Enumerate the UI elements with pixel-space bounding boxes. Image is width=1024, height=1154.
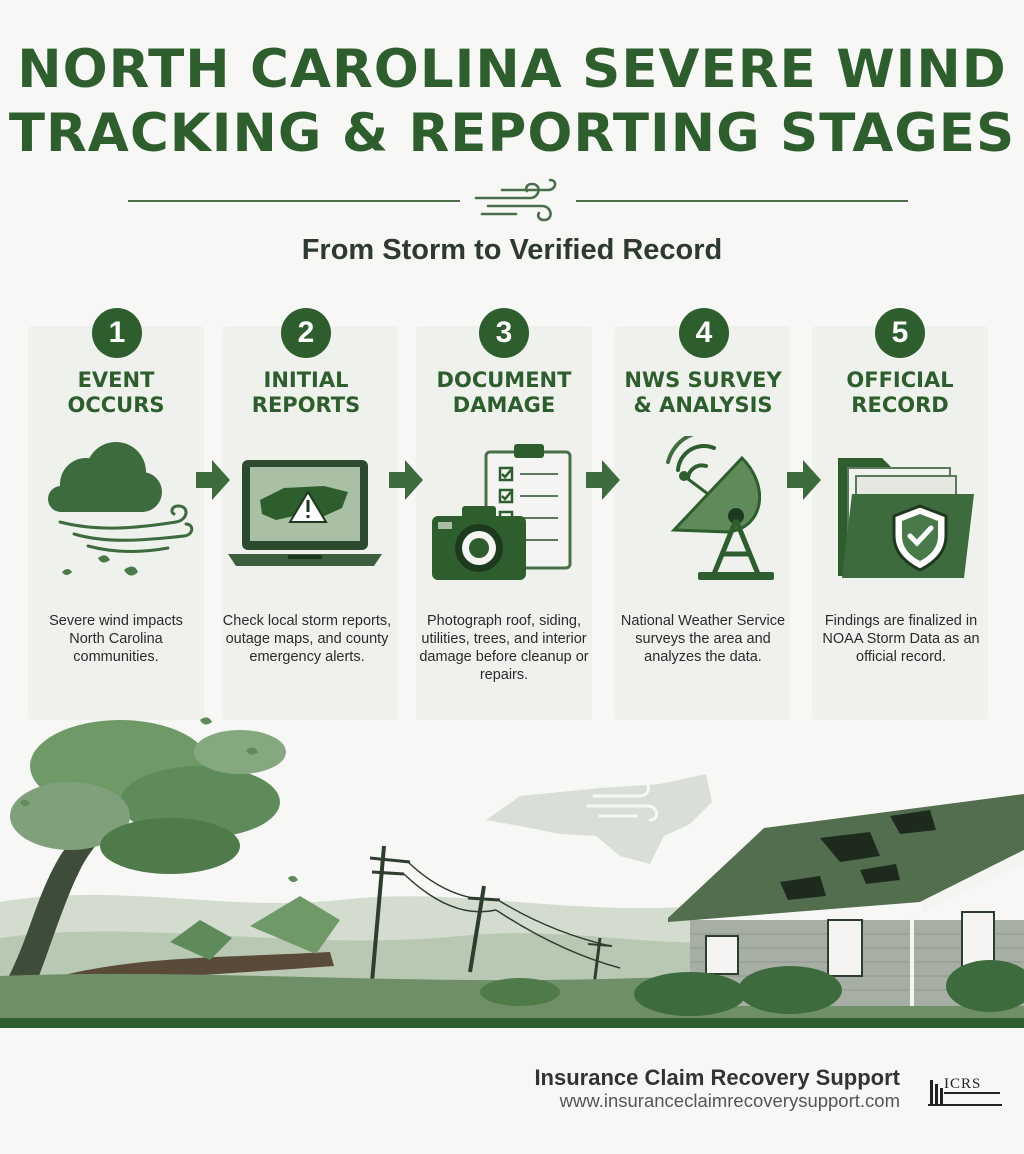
stage-3-title: DOCUMENT DAMAGE — [436, 368, 572, 417]
folder-shield-icon — [832, 436, 982, 586]
nc-map-silhouette — [486, 774, 712, 864]
stage-3-number: 3 — [479, 308, 529, 358]
brand-url: www.insuranceclaimrecoverysupport.com — [559, 1090, 900, 1111]
laptop-nc-alert-icon — [224, 436, 394, 586]
title-divider-right — [576, 200, 908, 202]
stage-1-description: Severe wind impacts North Carolina communities. — [49, 613, 183, 665]
logo-text: ICRS — [944, 1076, 982, 1092]
wind-gust-icon — [472, 176, 564, 226]
title-line-1: NORTH CAROLINA SEVERE WIND — [17, 39, 1007, 100]
satellite-dish-icon — [644, 436, 784, 586]
stage-4-description: National Weather Service surveys the area and analyzes the data. — [620, 613, 786, 665]
storm-cloud-wind-icon — [38, 436, 198, 586]
stage-5-title: OFFICIAL RECORD — [846, 368, 954, 417]
stage-4-title: NWS SURVEY & ANALYSIS — [624, 368, 782, 417]
stage-5-number: 5 — [875, 308, 925, 358]
stage-arrow-2-3 — [387, 458, 425, 502]
stage-arrow-3-4 — [584, 458, 622, 502]
stage-4-number: 4 — [679, 308, 729, 358]
stage-2-number: 2 — [281, 308, 331, 358]
stage-2-description: Check local storm reports, outage maps, and county emergency alerts. — [222, 613, 392, 665]
stage-5-description: Findings are finalized in NOAA Storm Data as an official record. — [822, 613, 980, 665]
stage-1-number: 1 — [92, 308, 142, 358]
page-title — [0, 38, 1024, 166]
stage-2-title: INITIAL REPORTS — [251, 368, 361, 417]
storm-damage-scene — [0, 706, 1024, 1028]
stage-1-title: EVENT OCCURS — [67, 368, 165, 417]
stage-arrow-1-2 — [194, 458, 232, 502]
page-subtitle: From Storm to Verified Record — [301, 234, 723, 266]
title-line-2: TRACKING & REPORTING STAGES — [8, 103, 1016, 164]
stage-arrow-4-5 — [785, 458, 823, 502]
ground-band — [0, 1018, 1024, 1028]
camera-clipboard-icon — [426, 436, 586, 586]
brand-name: Insurance Claim Recovery Support — [534, 1065, 900, 1090]
title-divider-left — [128, 200, 460, 202]
stage-3-description: Photograph roof, siding, utilities, trees, and interior damage before cleanup or repairs. — [419, 613, 589, 683]
